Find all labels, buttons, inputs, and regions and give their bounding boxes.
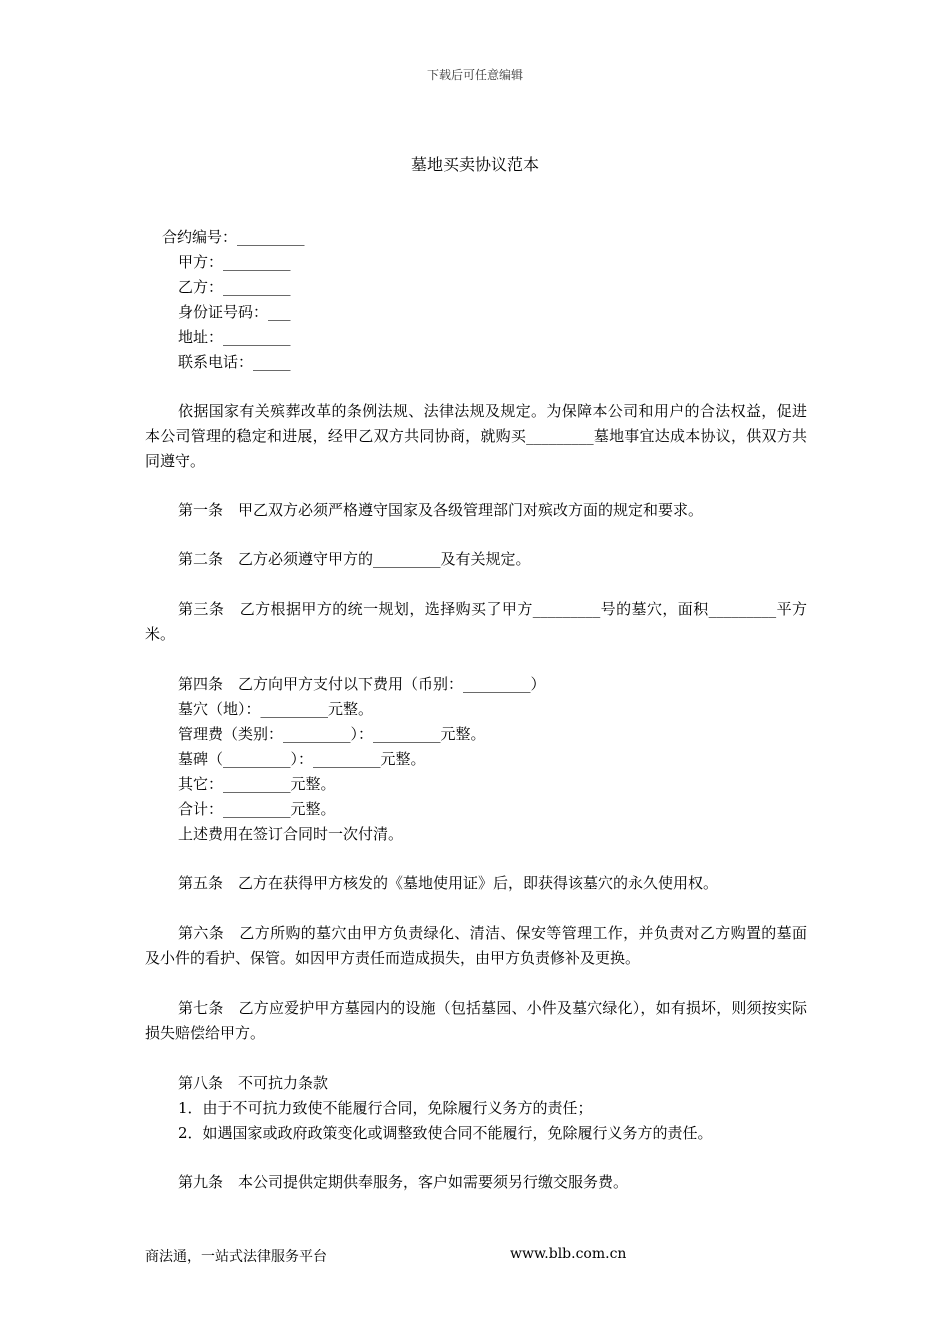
page-header: 下载后可任意编辑	[426, 68, 523, 82]
article-7: 第七条 乙方应爱护甲方墓园内的设施（包括墓园、小件及墓穴绿化），如有损坏，则须按实际损失赔偿给甲方。	[145, 999, 807, 1042]
article-8-item-2: 2．如遇国家或政府政策变化或调整致使合同不能履行，免除履行义务方的责任。	[178, 1124, 713, 1142]
address-field: 地址：_________	[178, 328, 291, 346]
fee-payment-note: 上述费用在签订合同时一次付清。	[178, 825, 404, 843]
article-1: 第一条 甲乙双方必须严格遵守国家及各级管理部门对殡改方面的规定和要求。	[178, 501, 704, 519]
contract-number-field: 合约编号：_________	[162, 228, 305, 246]
article-2: 第二条 乙方必须遵守甲方的_________及有关规定。	[178, 550, 531, 568]
intro-paragraph: 依据国家有关殡葬改革的条例法规、法律法规及规定。为保障本公司和用户的合法权益，促进本公司管理的稳定和进展，经甲乙双方共同协商，就购买_________墓地事宜达成本协议，供双方共同遵守。	[145, 402, 807, 470]
article-4-heading: 第四条 乙方向甲方支付以下费用（币别：_________）	[178, 675, 546, 693]
article-6: 第六条 乙方所购的墓穴由甲方负责绿化、清洁、保安等管理工作，并负责对乙方购置的墓面及小件的看护、保管。如因甲方责任而造成损失，由甲方负责修补及更换。	[145, 924, 807, 967]
footer-url: www.blb.com.cn	[510, 1246, 627, 1262]
article-8-heading: 第八条 不可抗力条款	[178, 1074, 329, 1092]
footer-brand: 商法通，一站式法律服务平台	[145, 1249, 327, 1265]
fee-total: 合计：_________元整。	[178, 800, 336, 818]
phone-field: 联系电话：_____	[178, 353, 291, 371]
document-title: 墓地买卖协议范本	[410, 155, 539, 174]
fee-management: 管理费（类别：_________）：_________元整。	[178, 725, 486, 743]
article-3: 第三条 乙方根据甲方的统一规划，选择购买了甲方_________号的墓穴，面积_________平方米。	[145, 600, 807, 643]
party-b-field: 乙方：_________	[178, 278, 291, 296]
article-5: 第五条 乙方在获得甲方核发的《墓地使用证》后，即获得该墓穴的永久使用权。	[178, 874, 719, 892]
id-number-field: 身份证号码：___	[178, 303, 291, 321]
article-9: 第九条 本公司提供定期供奉服务，客户如需要须另行缴交服务费。	[178, 1173, 629, 1191]
fee-grave: 墓穴（地）：_________元整。	[178, 700, 374, 718]
fee-other: 其它：_________元整。	[178, 775, 336, 793]
fee-tombstone: 墓碑（_________）：_________元整。	[178, 750, 426, 768]
party-a-field: 甲方：_________	[178, 253, 291, 271]
article-8-item-1: 1．由于不可抗力致使不能履行合同，免除履行义务方的责任；	[178, 1099, 593, 1117]
